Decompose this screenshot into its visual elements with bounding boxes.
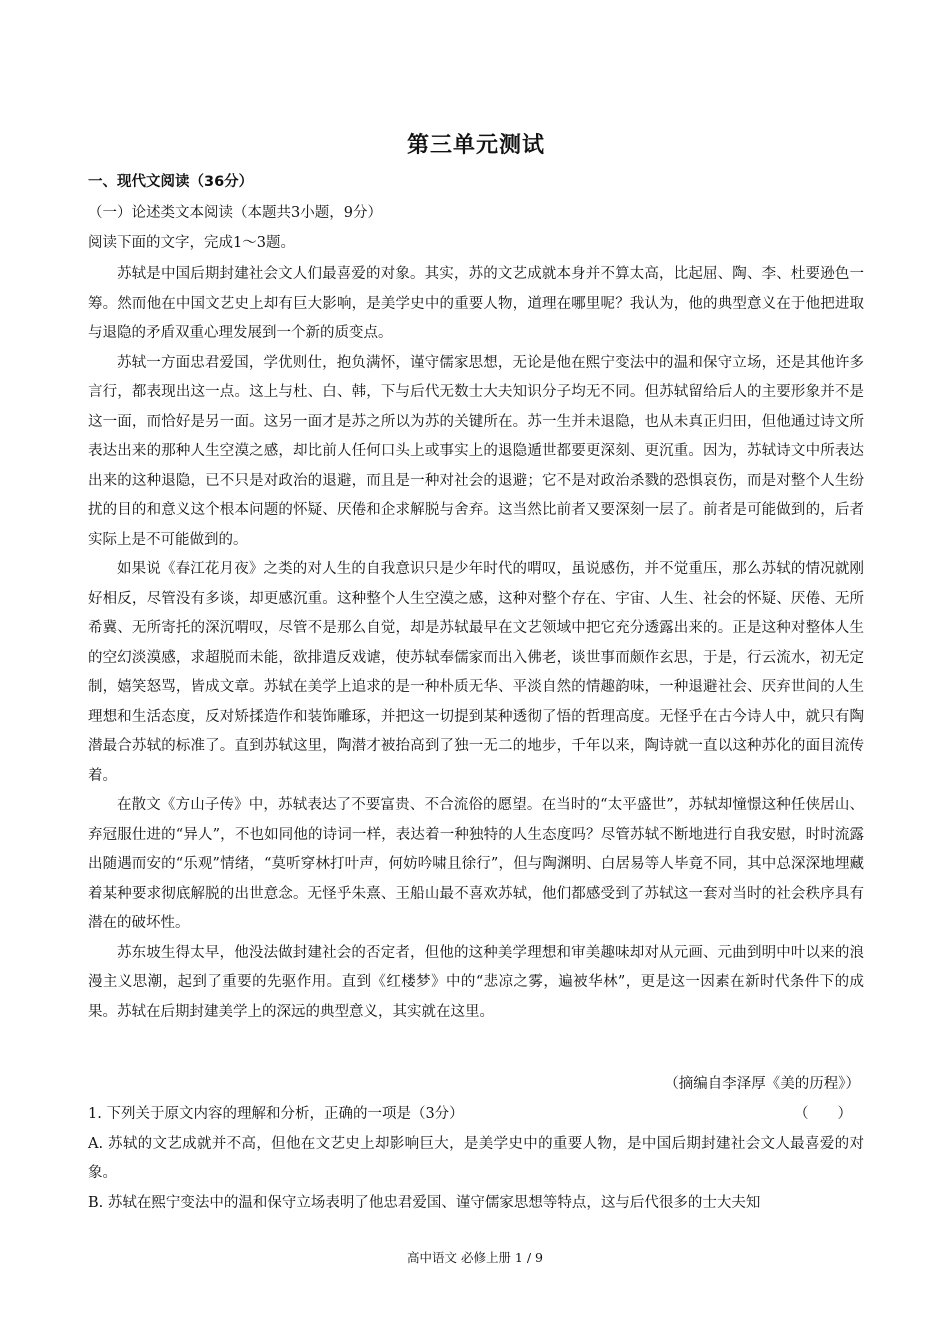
answer-blank: （ ） [794, 1106, 852, 1122]
passage-paragraph-3: 如果说《春江花月夜》之类的对人生的自我意识只是少年时代的喟叹，虽说感伤，并不觉重压，那么苏轼的情况就刚好相反，尽管没有多谈，却更感沉重。这种整个人生空漠之感，这种对整个存在、宇宙、人生、社会的怀疑、厌倦、无所希冀、无所寄托的深沉喟叹，尽管不是那么自觉，却是苏轼最早在文艺领域中把它充分透露出来的。正是这种对整体人生的空幻淡漠感，求超脱而未能，欲排遣反戏谑，使苏轼奉儒家而出入佛老，谈世事而颇作玄思，于是，行云流水，初无定制，嬉笑怒骂，皆成文章。苏轼在美学上追求的是一种朴质无华、平淡自然的情趣韵味，一种退避社会、厌弃世间的人生理想和生活态度，反对矫揉造作和装饰雕琢，并把这一切提到某种透彻了悟的哲理高度。无怪乎在古今诗人中，就只有陶潜最合苏轼的标准了。直到苏轼这里，陶潜才被抬高到了独一无二的地步，千年以来，陶诗就一直以这种苏化的面目流传着。 [88, 561, 864, 784]
instruction-text: 阅读下面的文字，完成1～3题。 [88, 235, 295, 251]
subsection-heading: （一）论述类文本阅读（本题共3小题，9分） [88, 205, 382, 221]
source-citation: （摘编自李泽厚《美的历程》） [664, 1076, 860, 1092]
passage-paragraph-2: 苏轼一方面忠君爱国，学优则仕，抱负满怀，谨守儒家思想，无论是他在熙宁变法中的温和保守立场，还是其他许多言行，都表现出这一点。这上与杜、白、韩，下与后代无数士大夫知识分子均无不同。但苏轼留给后人的主要形象并不是这一面，而恰好是另一面。这另一面才是苏之所以为苏的关键所在。苏一生并未退隐，也从未真正归田，但他通过诗文所表达出来的那种人生空漠之感，却比前人任何口头上或事实上的退隐遁世都要更深刻、更沉重。因为，苏轼诗文中所表达出来的这种退隐，已不只是对政治的退避，而且是一种对社会的退避；它不是对政治杀戮的恐惧哀伤，而是对整个人生纷扰的目的和意义这个根本问题的怀疑、厌倦和企求解脱与舍弃。这当然比前者又要深刻一层了。前者是可能做到的，后者实际上是不可能做到的。 [88, 354, 864, 548]
question-1 [88, 1100, 864, 1218]
question-1-stem: 1. 下列关于原文内容的理解和分析，正确的一项是（3分） [88, 1106, 464, 1122]
passage-paragraph-4: 在散文《方山子传》中，苏轼表达了不要富贵、不合流俗的愿望。在当时的“太平盛世”，苏轼却憧憬这种任侠居山、弃冠服仕进的“异人”，不也如同他的诗词一样，表达着一种独特的人生态度吗？尽管苏轼不断地进行自我安慰，时时流露出随遇而安的“乐观”情绪，“莫听穿林打叶声，何妨吟啸且徐行”，但与陶渊明、白居易等人毕竟不同，其中总深深地埋藏着某种要求彻底解脱的出世意念。无怪乎朱熹、王船山最不喜欢苏轼，他们都感受到了苏轼这一套对当时的社会秩序具有潜在的破坏性。 [88, 797, 864, 931]
option-b: B. 苏轼在熙宁变法中的温和保守立场表明了他忠君爱国、谨守儒家思想等特点，这与后代很多的士大夫知 [88, 1194, 761, 1211]
option-a: A. 苏轼的文艺成就并不高，但他在文艺史上却影响巨大，是美学史中的重要人物，是中国后期封建社会文人最喜爱的对象。 [88, 1135, 864, 1181]
page-footer: 高中语文 必修上册 1 / 9 [406, 1250, 543, 1265]
passage-paragraph-1: 苏轼是中国后期封建社会文人们最喜爱的对象。其实，苏的文艺成就本身并不算太高，比起屈、陶、李、杜要逊色一筹。然而他在中国文艺史上却有巨大影响，是美学史中的重要人物，道理在哪里呢？我认为，他的典型意义在于他把进取与退隐的矛盾双重心理发展到一个新的质变点。 [88, 266, 864, 341]
page-title: 第三单元测试 [406, 133, 545, 158]
passage-paragraph-5: 苏东坡生得太早，他没法做封建社会的否定者，但他的这种美学理想和审美趣味却对从元画、元曲到明中叶以来的浪漫主义思潮，起到了重要的先驱作用。直到《红楼梦》中的“悲凉之雾，遍被华林”，更是这一因素在新时代条件下的成果。苏轼在后期封建美学上的深远的典型意义，其实就在这里。 [88, 944, 864, 1020]
section-heading: 一、现代文阅读（36分） [88, 174, 254, 190]
reading-passage [88, 260, 864, 1027]
